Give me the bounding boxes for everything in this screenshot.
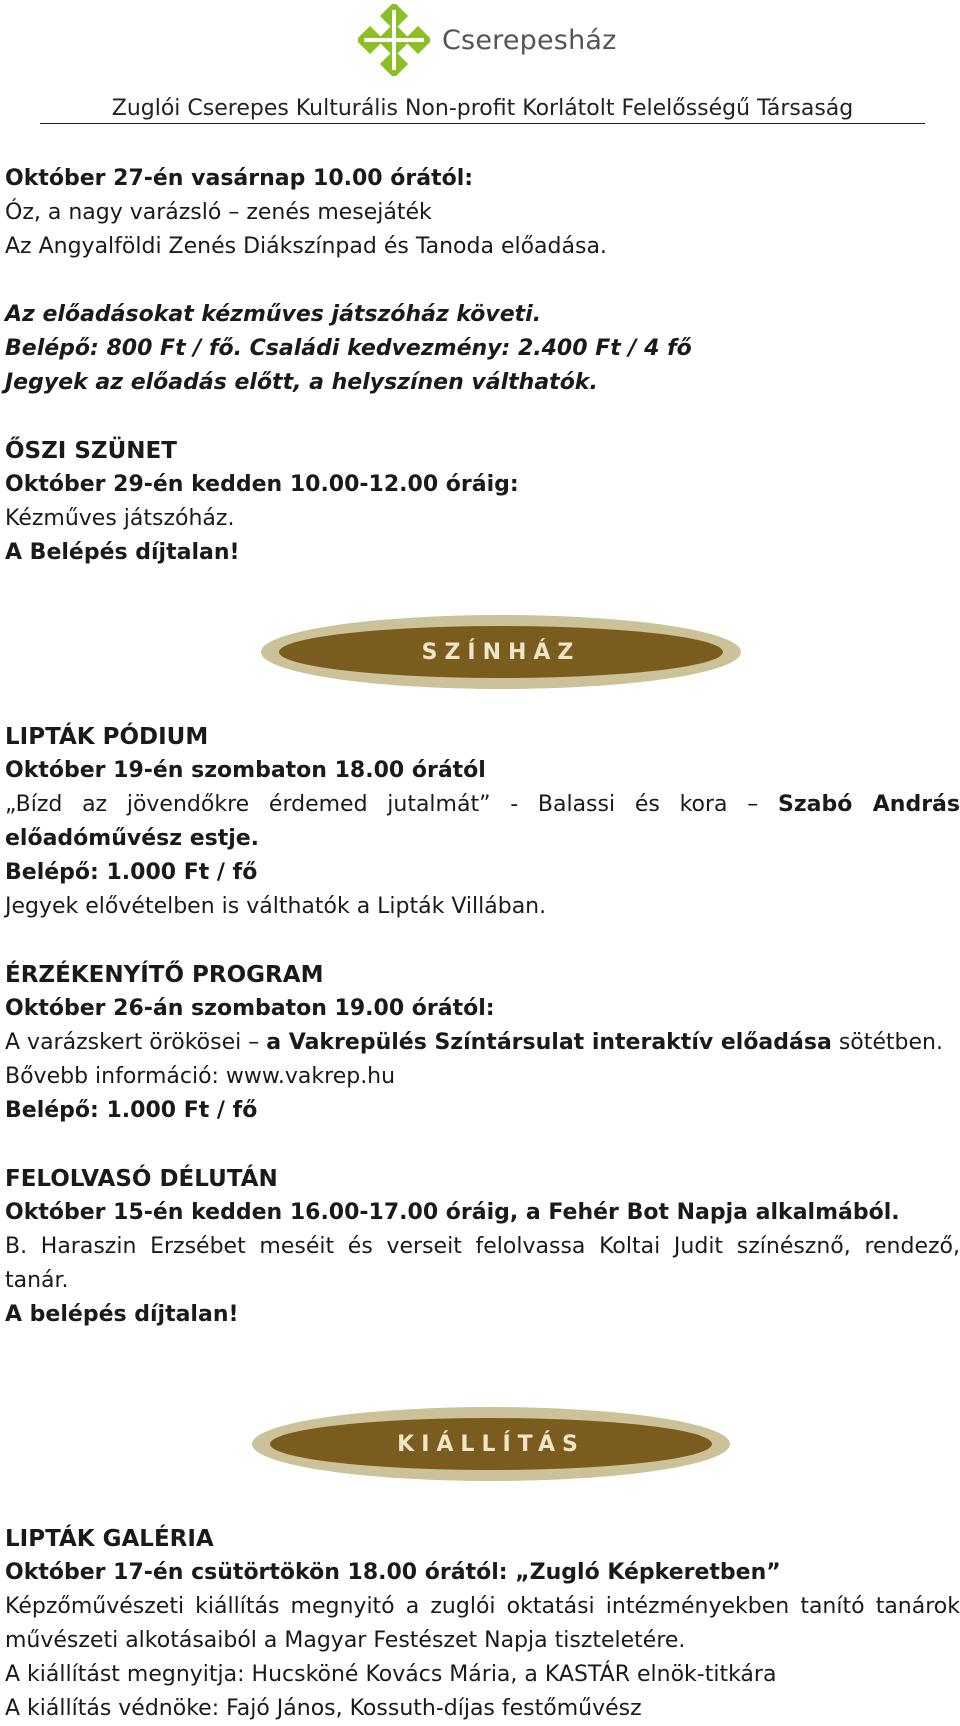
section-heading: FELOLVASÓ DÉLUTÁN: [5, 1166, 278, 1192]
event-desc: „Bízd az jövendőkre érdemed jutalmát” - Balassi és kora – Szabó András: [5, 792, 960, 817]
event-tickets: Jegyek elővételben is válthatók a Lipták Villában.: [5, 894, 547, 919]
banner-kiallitas: [251, 1406, 731, 1482]
organization-title: Zuglói Cserepes Kulturális Non-profit Korlátolt Felelősségű Társaság: [40, 96, 925, 124]
banner-label: KIÁLLÍTÁS: [397, 1431, 585, 1457]
event-patron: A kiállítás védnöke: Fajó János, Kossuth-díjas festőművész: [5, 1696, 642, 1721]
event-date: Október 17-én csütörtökön 18.00 órától: „Zugló Képkeretben”: [5, 1560, 781, 1585]
event-date: Október 19-én szombaton 18.00 órától: [5, 758, 486, 783]
brand-name: Cserepesház: [442, 24, 617, 56]
event-desc: A varázskert örökösei – a Vakrepülés Színtársulat interaktív előadása sötétben.: [5, 1030, 943, 1055]
event-desc: Kézműves játszóház.: [5, 506, 235, 531]
event-entry: Belépő: 1.000 Ft / fő: [5, 1098, 258, 1123]
program-content: [5, 162, 960, 570]
event-entry: A belépés díjtalan!: [5, 1302, 239, 1327]
section-heading: ÉRZÉKENYÍTŐ PROGRAM: [5, 962, 324, 988]
event-date: Október 15-én kedden 16.00-17.00 óráig, a Fehér Bot Napja alkalmából.: [5, 1200, 900, 1225]
clover-logo-icon: [358, 4, 430, 76]
event-desc: B. Haraszin Erzsébet meséit és verseit felolvassa Koltai Judit színésznő, rendező, tanár.: [5, 1234, 960, 1293]
event-entry: A Belépés díjtalan!: [5, 540, 240, 565]
event-desc-cont: előadóművész estje.: [5, 826, 260, 851]
event-title: Óz, a nagy varázsló – zenés mesejáték: [5, 200, 432, 225]
event-desc: Képzőművészeti kiállítás megnyitó a zuglói oktatási intézményekben tanító tanárok művészeti alkotásaiból a Magyar Festészet Napja tiszteletére.: [5, 1594, 960, 1653]
section-heading: LIPTÁK PÓDIUM: [5, 724, 209, 750]
event-info: Bővebb információ: www.vakrep.hu: [5, 1064, 396, 1089]
event-performer: Az Angyalföldi Zenés Diákszínpad és Tanoda előadása.: [5, 234, 607, 259]
exhibition-section: [5, 1522, 960, 1726]
event-date: Október 27-én vasárnap 10.00 órától:: [5, 166, 474, 191]
banner-label: SZÍNHÁZ: [421, 639, 581, 665]
section-heading: ŐSZI SZÜNET: [5, 438, 177, 464]
event-date: Október 26-án szombaton 19.00 órától:: [5, 996, 495, 1021]
event-entry: Belépő: 1.000 Ft / fő: [5, 860, 258, 885]
logo: [358, 4, 617, 76]
event-price: Belépő: 800 Ft / fő. Családi kedvezmény: 2.400 Ft / 4 fő: [5, 336, 692, 361]
section-heading: LIPTÁK GALÉRIA: [5, 1526, 214, 1552]
theatre-section: [5, 720, 960, 1332]
event-opener: A kiállítást megnyitja: Hucsköné Kovács Mária, a KASTÁR elnök-titkára: [5, 1662, 777, 1687]
event-date: Október 29-én kedden 10.00-12.00 óráig:: [5, 472, 519, 497]
event-note: Az előadásokat kézműves játszóház követi.: [5, 302, 542, 327]
banner-szinhaz: [260, 614, 742, 690]
event-tickets: Jegyek az előadás előtt, a helyszínen válthatók.: [5, 370, 598, 395]
